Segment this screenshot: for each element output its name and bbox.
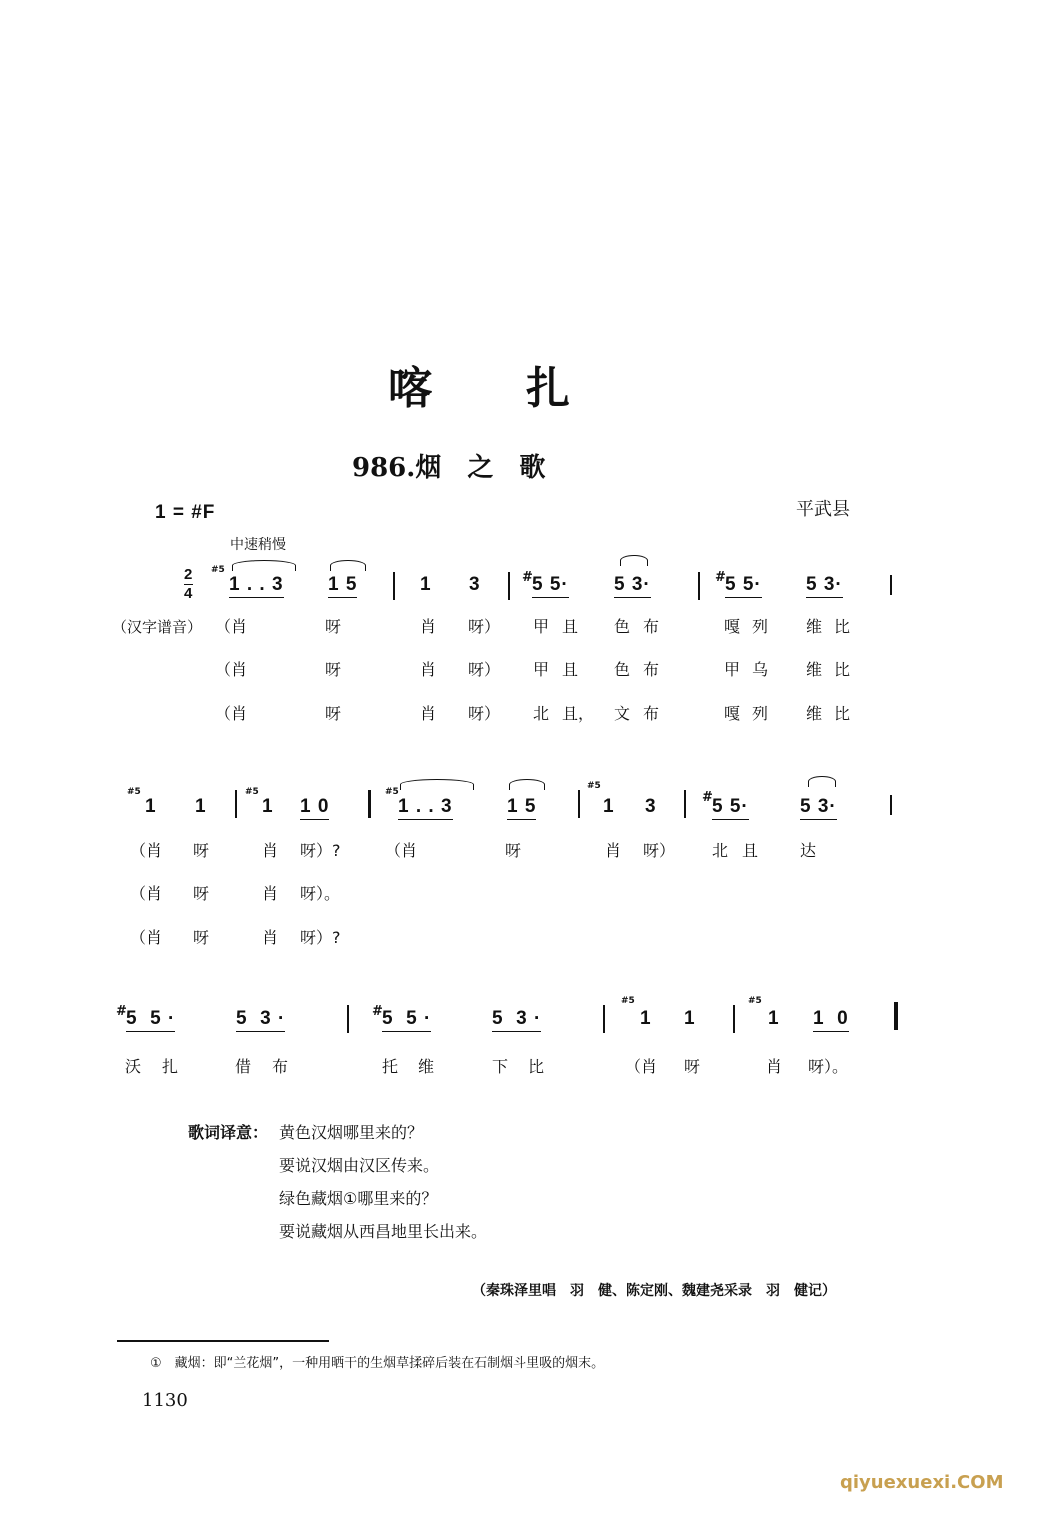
lyric-syllable: 借	[235, 1057, 252, 1076]
translation-label: 歌词译意：	[188, 1123, 269, 1142]
barline	[684, 790, 686, 818]
grace-note: #5	[385, 787, 399, 797]
lyric-syllable: 比	[528, 1057, 545, 1076]
lyric-syllable: （肖	[625, 1057, 658, 1076]
lyric-syllable: 呀	[193, 928, 210, 947]
lyric-syllable: 北	[533, 704, 550, 723]
lyric-syllable: 比	[834, 617, 851, 636]
note-group: 1 5	[328, 574, 357, 598]
note-group: 5 5 ·	[126, 1008, 175, 1032]
note-group: 1 . . 3	[229, 574, 284, 598]
note-group: 5 3 ·	[492, 1008, 541, 1032]
lyric-syllable: 色	[614, 617, 631, 636]
barline	[347, 1005, 349, 1033]
translation-line: 要说藏烟从西昌地里长出来。	[279, 1222, 488, 1241]
note: 1	[603, 796, 615, 817]
grace-note: #5	[211, 565, 225, 575]
lyric-syllable: 肖	[420, 617, 437, 636]
sharp: #	[715, 570, 726, 585]
watermark: qiyuexuexi.COM	[840, 1472, 1004, 1493]
lyric-syllable: 沃	[125, 1057, 142, 1076]
note: 3	[469, 574, 481, 595]
lyric-syllable: 维	[806, 617, 823, 636]
lyric-syllable: （肖	[215, 617, 248, 636]
translation-line: 要说汉烟由汉区传来。	[279, 1156, 440, 1175]
lyric-syllable: 比	[834, 660, 851, 679]
final-barline	[894, 1002, 898, 1030]
lyric-syllable: 肖	[605, 841, 622, 860]
grace-note: #5	[587, 781, 601, 791]
lyric-syllable: 呀）。	[300, 884, 341, 903]
note: 3	[645, 796, 657, 817]
credits: （秦珠泽里唱 羽 健、陈定刚、魏建尧采录 羽 健记）	[472, 1283, 836, 1299]
note-group: 5 5·	[712, 796, 749, 820]
lyric-syllable: 达	[800, 841, 817, 860]
lyric-syllable: 嘎	[724, 617, 741, 636]
lyric-syllable: 呀	[325, 660, 342, 679]
lyric-syllable: 布	[643, 704, 660, 723]
lyric-syllable: 肖	[766, 1057, 783, 1076]
lyric-syllable: 呀	[684, 1057, 701, 1076]
sharp: #	[702, 790, 713, 805]
lyric-syllable: 肖	[262, 928, 279, 947]
note: 1	[420, 574, 432, 595]
lyric-syllable: （肖	[215, 660, 248, 679]
lyric-syllable: 维	[806, 660, 823, 679]
lyric-syllable: （肖	[130, 928, 163, 947]
note-group: 1 0	[813, 1008, 849, 1032]
note-group: 5 5·	[725, 574, 762, 598]
grace-note: #5	[621, 996, 635, 1006]
lyric-syllable: 布	[643, 617, 660, 636]
grace-note: #5	[127, 787, 141, 797]
region: 平武县	[796, 499, 850, 520]
lyric-syllable: 肖	[262, 841, 279, 860]
lyric-syllable: 肖	[262, 884, 279, 903]
genre-title: 喀 扎	[388, 363, 572, 414]
key-signature: 1 = #F	[155, 502, 216, 523]
lyric-syllable: 呀	[193, 884, 210, 903]
lyric-syllable: 且	[562, 617, 579, 636]
lyric-syllable: 且	[742, 841, 759, 860]
footnote-divider	[117, 1340, 329, 1342]
lyric-syllable: 甲	[533, 660, 550, 679]
lyric-syllable: 乌	[752, 660, 769, 679]
note: 1	[145, 796, 157, 817]
grace-note: #5	[245, 787, 259, 797]
note: 1	[195, 796, 207, 817]
sharp: #	[372, 1004, 383, 1019]
sharp: #	[522, 570, 533, 585]
note-group: 1 5	[507, 796, 536, 820]
lyric-syllable: 扎	[162, 1057, 179, 1076]
song-title: 986.烟 之 歌	[352, 453, 546, 483]
barline	[890, 795, 892, 815]
lyric-syllable: 嘎	[724, 704, 741, 723]
note: 1	[640, 1008, 652, 1029]
lyric-syllable: 甲	[533, 617, 550, 636]
lyric-syllable: （肖	[130, 841, 163, 860]
note: 1	[768, 1008, 780, 1029]
grace-note: #5	[748, 996, 762, 1006]
lyric-syllable: 托	[382, 1057, 399, 1076]
repeat-barline	[368, 790, 371, 818]
note-group: 5 5 ·	[382, 1008, 431, 1032]
lyric-syllable: 呀	[505, 841, 522, 860]
lyric-syllable: 呀）	[468, 704, 501, 723]
note: 1	[262, 796, 274, 817]
page-number: 1130	[142, 1390, 188, 1411]
footnote: ① 藏烟：即“兰花烟”，一种用晒干的生烟草揉碎后装在石制烟斗里吸的烟末。	[150, 1356, 605, 1371]
lyric-syllable: 呀）	[643, 841, 676, 860]
barline	[235, 790, 237, 818]
lyric-syllable: 呀	[325, 704, 342, 723]
lyric-label: （汉字谱音）	[112, 618, 203, 636]
lyric-syllable: （肖	[215, 704, 248, 723]
lyric-syllable: 比	[834, 704, 851, 723]
lyric-syllable: 呀）?	[300, 841, 341, 860]
barline	[393, 572, 395, 600]
lyric-syllable: （肖	[385, 841, 418, 860]
note-group: 5 3·	[806, 574, 843, 598]
lyric-syllable: 肖	[420, 660, 437, 679]
lyric-syllable: 列	[752, 704, 769, 723]
barline	[733, 1005, 735, 1033]
barline	[603, 1005, 605, 1033]
translation-line: 绿色藏烟①哪里来的？	[279, 1189, 438, 1208]
lyric-syllable: 布	[272, 1057, 289, 1076]
lyric-syllable: 北	[712, 841, 729, 860]
lyric-syllable: 呀	[193, 841, 210, 860]
translation-line: 黄色汉烟哪里来的？	[279, 1123, 424, 1142]
note-group: 5 3 ·	[236, 1008, 285, 1032]
lyric-syllable: 呀）。	[808, 1057, 849, 1076]
sharp: #	[116, 1004, 127, 1019]
time-signature: 2 4	[184, 566, 194, 602]
lyric-syllable: 维	[418, 1057, 435, 1076]
lyric-syllable: 色	[614, 660, 631, 679]
lyric-syllable: 文	[614, 704, 631, 723]
tempo-marking: 中速稍慢	[230, 537, 286, 553]
lyric-syllable: 呀）?	[300, 928, 341, 947]
barline	[578, 790, 580, 818]
lyric-syllable: 列	[752, 617, 769, 636]
lyric-syllable: 肖	[420, 704, 437, 723]
lyric-syllable: （肖	[130, 884, 163, 903]
note: 1	[684, 1008, 696, 1029]
note-group: 5 3·	[614, 574, 651, 598]
lyric-syllable: 呀）	[468, 660, 501, 679]
note-group: 5 5·	[532, 574, 569, 598]
lyric-syllable: 维	[806, 704, 823, 723]
lyric-syllable: 且，	[562, 704, 595, 723]
note-group: 1 0	[300, 796, 329, 820]
barline	[698, 572, 700, 600]
barline	[890, 575, 892, 595]
lyric-syllable: 呀	[325, 617, 342, 636]
barline	[508, 572, 510, 600]
note-group: 5 3·	[800, 796, 837, 820]
lyric-syllable: 下	[492, 1057, 509, 1076]
lyric-syllable: 甲	[724, 660, 741, 679]
lyric-syllable: 呀）	[468, 617, 501, 636]
lyric-syllable: 且	[562, 660, 579, 679]
lyric-syllable: 布	[643, 660, 660, 679]
note-group: 1 . . 3	[398, 796, 453, 820]
